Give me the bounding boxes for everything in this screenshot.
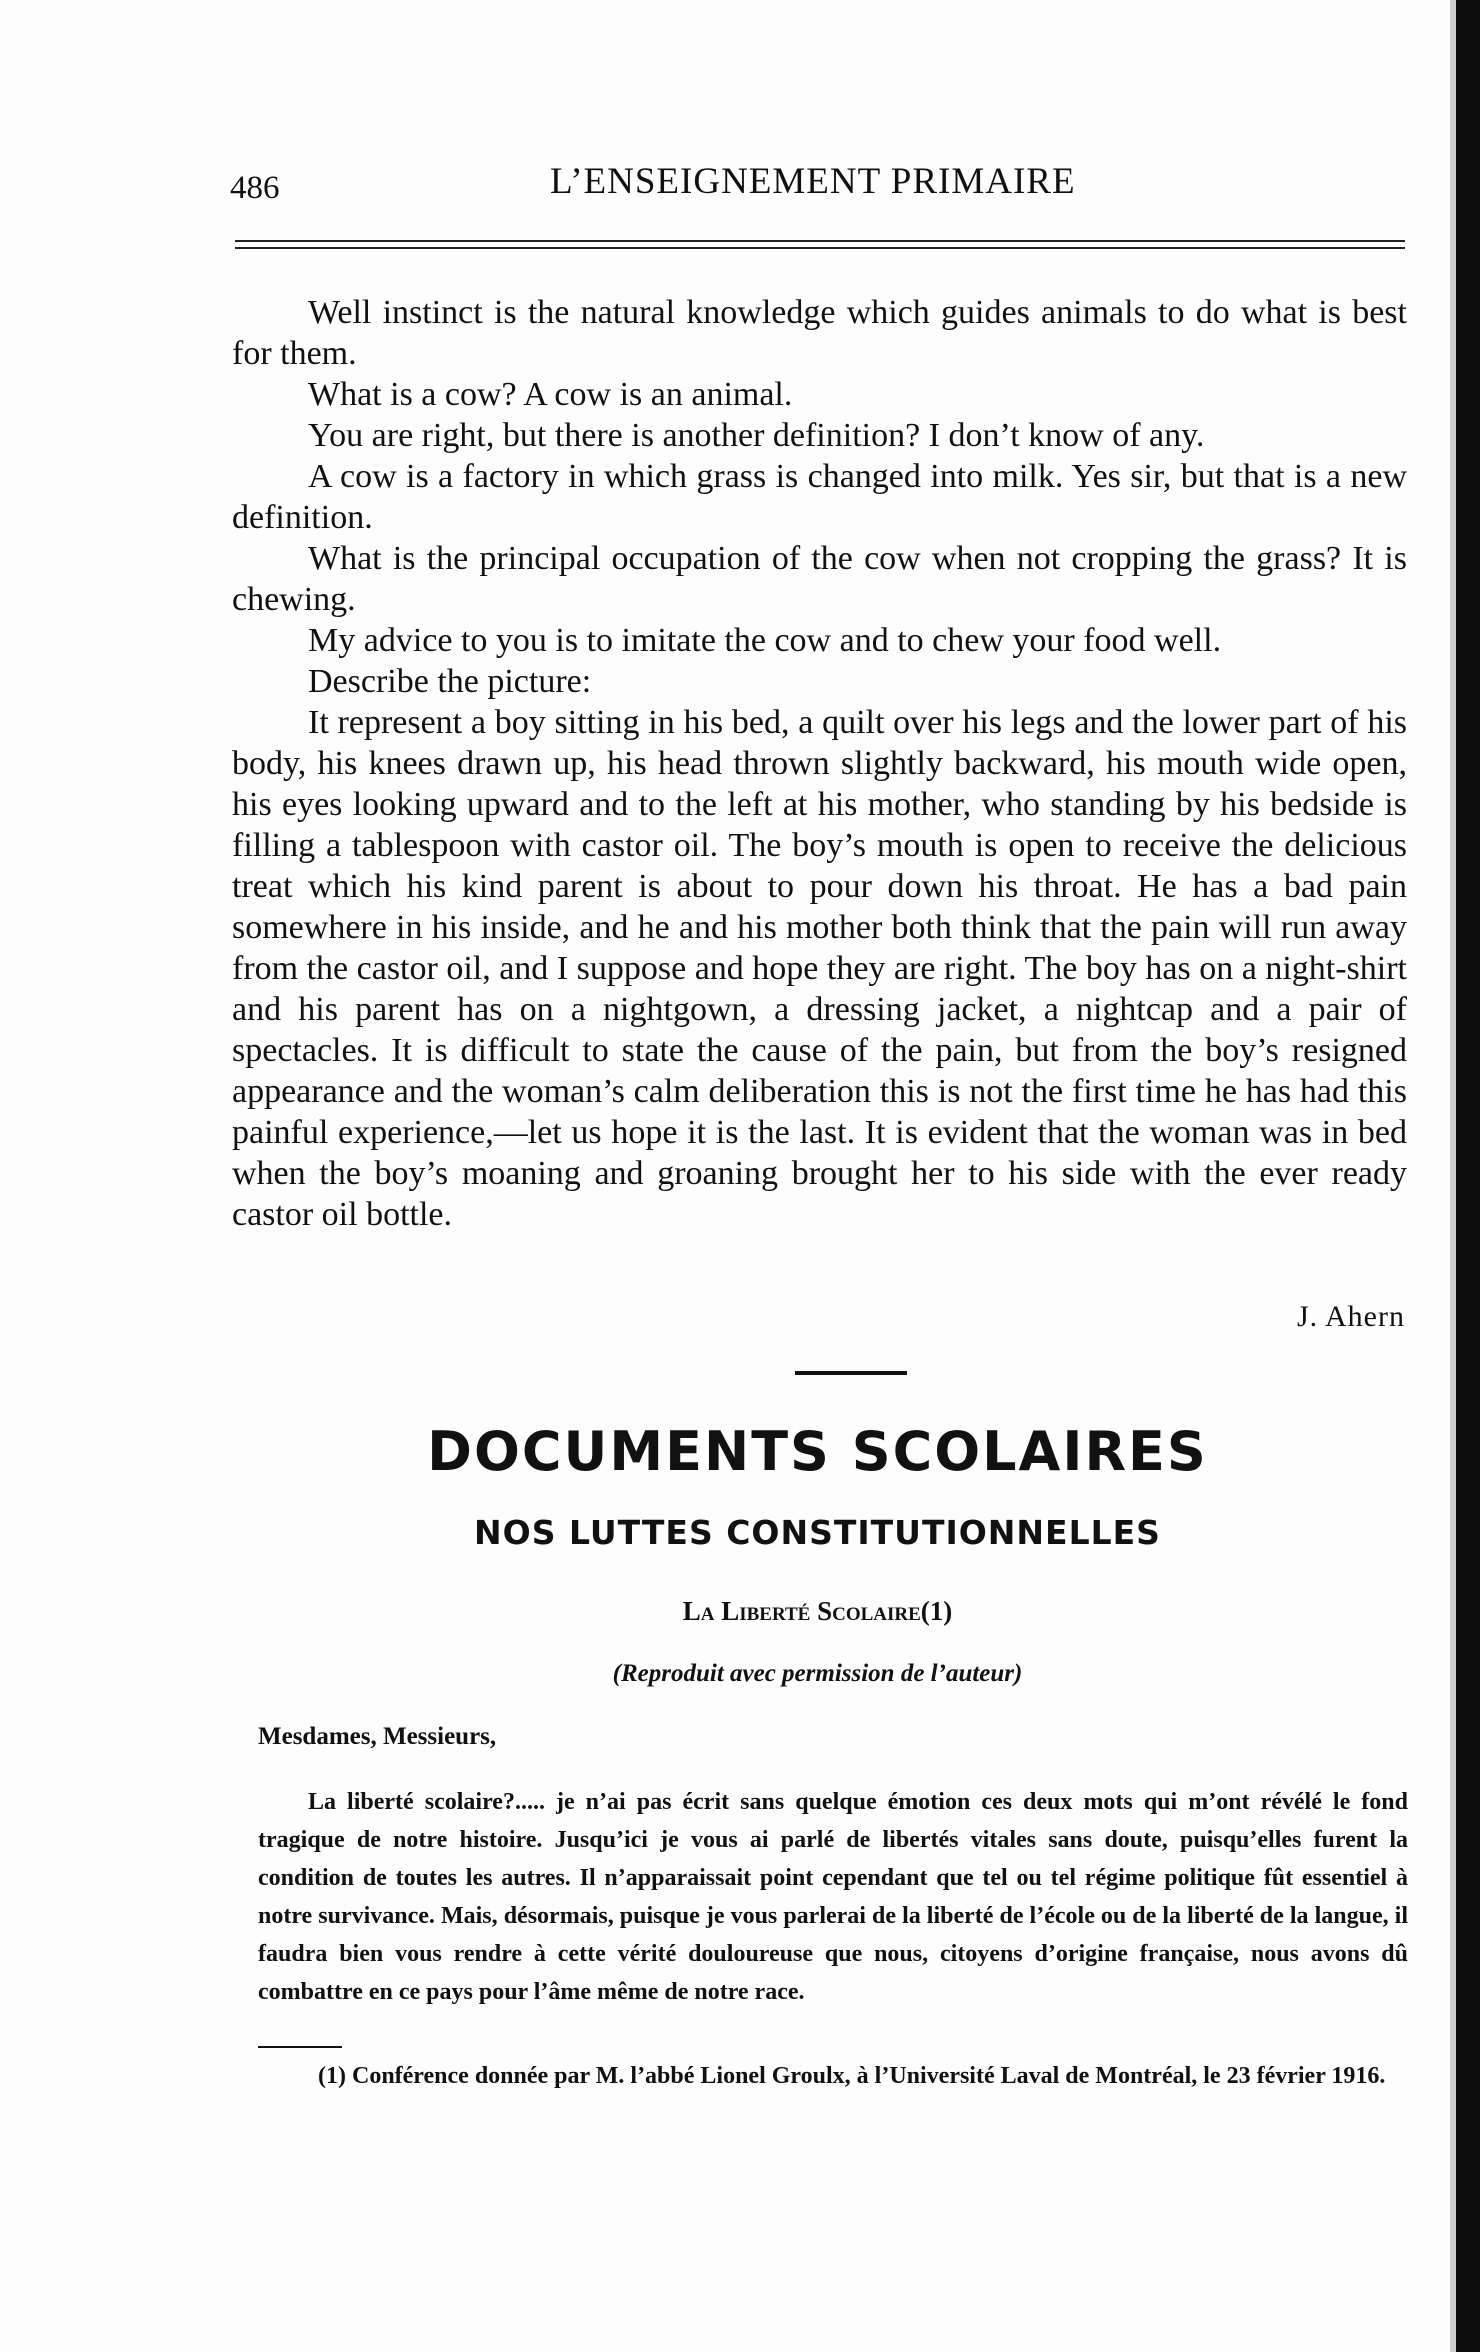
- reprint-note: (Reproduit avec permission de l’auteur): [612, 1660, 1023, 1687]
- article-title: La Liberté Scolaire(1): [682, 1596, 953, 1626]
- lecture-body: [258, 1783, 1408, 2011]
- scan-border: [1456, 0, 1480, 2352]
- letter-paragraph: What is a cow? A cow is an animal.: [308, 376, 793, 413]
- lecture-paragraph: La liberté scolaire?..... je n’ai pas écrit sans quelque émotion ces deux mots qui m’ont révélé le fond tragique de notre histoire. Jusqu’ici je vous ai parlé de libertés vitales sans doute, puisqu’elles furent la condition de toutes les autres. Il n’apparaissait point cependant que tel ou tel régime politique fût essentiel à notre survivance. Mais, désormais, puisque je vous parlerai de la liberté de l’école ou de la liberté de la langue, il faudra bien vous rendre à cette vérité douloureuse que nous, citoyens d’origine française, nous avons dû combattre en ce pays pour l’âme même de notre race.: [258, 1789, 1408, 2005]
- letter-paragraph: My advice to you is to imitate the cow and to chew your food well.: [308, 622, 1222, 659]
- author-signature: J. Ahern: [1297, 1300, 1405, 1333]
- section-subtitle: NOS LUTTES CONSTITUTIONNELLES: [474, 1513, 1161, 1552]
- letter-paragraph: What is the principal occupation of the cow when not cropping the grass? It is chewing.: [232, 540, 1407, 618]
- letter-paragraph: A cow is a factory in which grass is changed into milk. Yes sir, but that is a new definition.: [232, 458, 1407, 536]
- student-letter: [232, 292, 1407, 1235]
- header-double-rule: [235, 240, 1405, 249]
- letter-paragraph: It represent a boy sitting in his bed, a quilt over his legs and the lower part of his body, his knees drawn up, his head thrown slightly backward, his mouth wide open, his eyes looking upward and to the left at his mother, who standing by his bedside is filling a tablespoon with castor oil. The boy’s mouth is open to receive the delicious treat which his kind parent is about to pour down his throat. He has a bad pain somewhere in his inside, and he and his mother both think that the pain will run away from the castor oil, and I suppose and hope they are right. The boy has on a night-shirt and his parent has on a nightgown, a dressing jacket, a nightcap and a pair of spectacles. It is difficult to state the cause of the pain, but from the boy’s resigned appearance and the woman’s calm deliberation this is not the first time he has had this painful experience,—let us hope it is the last. It is evident that the woman was in bed when the boy’s moaning and groaning brought her to his side with the ever ready castor oil bottle.: [232, 704, 1407, 1233]
- salutation: Mesdames, Messieurs,: [258, 1723, 497, 1750]
- letter-paragraph: You are right, but there is another definition? I don’t know of any.: [308, 417, 1205, 454]
- page-number: 486: [230, 170, 280, 206]
- footnote-rule: [258, 2046, 342, 2048]
- section-divider: [795, 1371, 907, 1375]
- running-title: L’ENSEIGNEMENT PRIMAIRE: [550, 161, 1076, 202]
- letter-paragraph: Describe the picture:: [308, 663, 592, 700]
- footnote-text: (1) Conférence donnée par M. l’abbé Lionel Groulx, à l’Université Laval de Montréal, le 23 février 1916.: [318, 2063, 1386, 2089]
- section-title: DOCUMENTS SCOLAIRES: [427, 1420, 1208, 1483]
- page-header: [230, 160, 1405, 210]
- letter-paragraph: Well instinct is the natural knowledge which guides animals to do what is best for them.: [232, 294, 1407, 372]
- footnote: [258, 2056, 1408, 2096]
